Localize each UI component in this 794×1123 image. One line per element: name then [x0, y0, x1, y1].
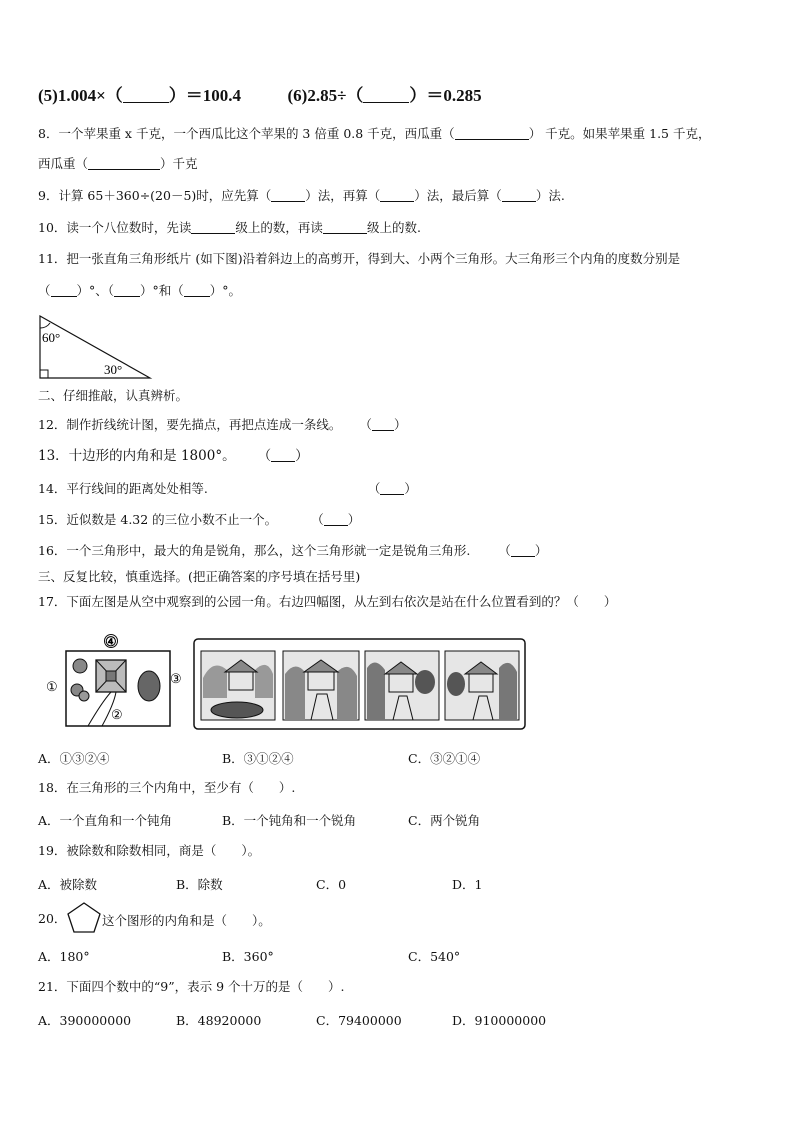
q14-bracket-right: ）: [404, 481, 417, 496]
q8-blank2[interactable]: [88, 157, 160, 170]
view-point-2: ②: [111, 707, 123, 722]
q11-text-1: （: [38, 283, 51, 298]
tree-1: [73, 659, 87, 673]
view-panel-1: [201, 651, 275, 720]
q9-text-c: ）法，最后算（: [414, 188, 502, 203]
q20-row: [38, 911, 66, 927]
angle-arc-top: [40, 323, 50, 328]
view-panel-2: [283, 651, 359, 720]
q8-line1: [38, 126, 711, 142]
q15-bracket-left: （: [311, 512, 324, 527]
q20-text: 这个图形的内角和是（ ）。: [102, 913, 271, 928]
q18-option-b[interactable]: B．一个钝角和一个锐角: [222, 813, 357, 828]
q13: [38, 448, 309, 464]
q11-line2: [38, 283, 241, 299]
right-triangle-figure: [36, 313, 156, 381]
q9-text-a: 9．计算 65＋360÷(20－5)时，应先算（: [38, 188, 272, 203]
q10-blank2[interactable]: [323, 221, 367, 234]
q14-blank[interactable]: [380, 482, 404, 495]
q8-line2: [38, 156, 198, 172]
q14-text: 14．平行线间的距离处处相等.: [38, 481, 208, 496]
q16-blank[interactable]: [511, 544, 535, 557]
q13-blank[interactable]: [271, 449, 295, 462]
q5-suffix: ）＝100.4: [168, 86, 242, 105]
angle-label-top: 60°: [42, 330, 61, 345]
right-angle-mark: [40, 370, 48, 378]
q16-text: 16．一个三角形中，最大的角是锐角，那么，这个三角形就一定是锐角三角形.: [38, 543, 471, 558]
q9-text-d: ）法.: [535, 188, 565, 203]
q16: [38, 543, 547, 559]
q17-text: 17．下面左图是从空中观察到的公园一角。右边四幅图，从左到右依次是站在什么位置看到的？（ ）: [38, 594, 617, 609]
q19-text: 19．被除数和除数相同，商是（ ）。: [38, 843, 261, 858]
q8-text-c: 西瓜重（: [38, 156, 89, 171]
q14: [38, 481, 417, 497]
q10-text-a: 10．读一个八位数时，先读: [38, 220, 192, 235]
q10-blank1[interactable]: [191, 221, 235, 234]
q11-text-2: ）°、（: [76, 283, 115, 298]
q12-bracket-left: （: [359, 417, 372, 432]
q11-blank2[interactable]: [114, 284, 140, 297]
angle-label-bottom: 30°: [104, 362, 123, 377]
q10-text-b: 级上的数，再读: [235, 220, 323, 235]
q10-text-c: 级上的数.: [366, 220, 421, 235]
q11-line1: 11．把一张直角三角形纸片 (如下图)沿着斜边上的高剪开，得到大、小两个三角形。大三角形三个内角的度数分别是: [38, 251, 681, 266]
q11-blank3[interactable]: [184, 284, 210, 297]
q13-bracket-right: ）: [295, 448, 309, 464]
q8-blank1[interactable]: [455, 127, 529, 140]
q6-prefix: (6)2.85÷（: [287, 86, 364, 105]
q9: [38, 188, 565, 204]
section2-title: 二、仔细推敲，认真辨析。: [38, 388, 189, 403]
view-point-4: ④: [105, 634, 117, 649]
q17-option-b[interactable]: B．③①②④: [222, 751, 294, 766]
q12-text: 12．制作折线统计图，要先描点，再把点连成一条线。: [38, 417, 342, 432]
park-views-figure: [193, 638, 526, 730]
q19-option-c[interactable]: C．0: [316, 877, 347, 892]
pentagon-icon: [66, 901, 102, 935]
view-point-3: ③: [170, 671, 182, 686]
q5-blank[interactable]: [123, 90, 169, 103]
q19-option-b[interactable]: B．除数: [176, 877, 223, 892]
q20-option-b[interactable]: B．360°: [222, 949, 274, 964]
q9-blank3[interactable]: [502, 189, 536, 202]
q17-option-c[interactable]: C．③②①④: [408, 751, 481, 766]
calc-row: [38, 88, 482, 104]
q11-text-3: ）°和（: [140, 283, 184, 298]
q16-bracket-right: ）: [534, 543, 548, 558]
q19-option-d[interactable]: D．1: [452, 877, 483, 892]
q12-blank[interactable]: [372, 418, 394, 431]
q15: [38, 512, 360, 528]
q21-text: 21．下面四个数中的“9”，表示 9 个十万的是（ ）.: [38, 979, 345, 994]
q21-option-b[interactable]: B．48920000: [176, 1013, 262, 1028]
q18-text: 18．在三角形的三个内角中，至少有（ ）.: [38, 780, 296, 795]
q20-option-c[interactable]: C．540°: [408, 949, 461, 964]
q8-text-a: 8．一个苹果重 x 千克，一个西瓜比这个苹果的 3 倍重 0.8 千克，西瓜重（: [38, 126, 455, 141]
q8-text-b: ） 千克。如果苹果重 1.5 千克，: [528, 126, 711, 141]
view-point-1: ①: [46, 679, 58, 694]
q18-option-c[interactable]: C．两个锐角: [408, 813, 481, 828]
q20-option-a[interactable]: A．180°: [38, 949, 90, 964]
q13-bracket-left: （: [257, 448, 272, 464]
q15-text: 15．近似数是 4.32 的三位小数不止一个。: [38, 512, 278, 527]
q8-text-d: ）千克: [160, 156, 198, 171]
q16-bracket-left: （: [498, 543, 511, 558]
q9-blank2[interactable]: [380, 189, 414, 202]
triangle-shape: [40, 316, 150, 378]
q17-option-a[interactable]: A．①③②④: [38, 751, 110, 766]
tree-3: [79, 691, 89, 701]
q18-option-a[interactable]: A．一个直角和一个钝角: [38, 813, 173, 828]
q20-prefix: 20．: [38, 911, 67, 926]
q9-blank1[interactable]: [271, 189, 305, 202]
q11-text-4: ）°。: [209, 283, 242, 298]
park-map-figure: [42, 632, 192, 732]
q21-option-c[interactable]: C．79400000: [316, 1013, 402, 1028]
q15-blank[interactable]: [324, 513, 348, 526]
q11-blank1[interactable]: [51, 284, 77, 297]
section3-title: 三、反复比较，慎重选择。(把正确答案的序号填在括号里): [38, 569, 361, 584]
q14-bracket-left: （: [367, 481, 381, 496]
view-panel-3: [365, 651, 439, 720]
q21-option-a[interactable]: A．390000000: [38, 1013, 132, 1028]
q6-blank[interactable]: [363, 90, 409, 103]
q19-option-a[interactable]: A．被除数: [38, 877, 98, 892]
pavilion-center: [106, 671, 116, 681]
q10: [38, 220, 421, 236]
view-panel-4: [445, 651, 519, 720]
q12: [38, 417, 406, 433]
q5-prefix: (5)1.004×（: [38, 86, 123, 105]
q21-option-d[interactable]: D．910000000: [452, 1013, 547, 1028]
q6-suffix: ）＝0.285: [409, 86, 482, 105]
q12-bracket-right: ）: [393, 417, 407, 432]
q13-text: 13．十边形的内角和是 1800°。: [38, 448, 236, 464]
q9-text-b: ）法，再算（: [305, 188, 381, 203]
q15-bracket-right: ）: [347, 512, 361, 527]
pond: [138, 671, 160, 701]
